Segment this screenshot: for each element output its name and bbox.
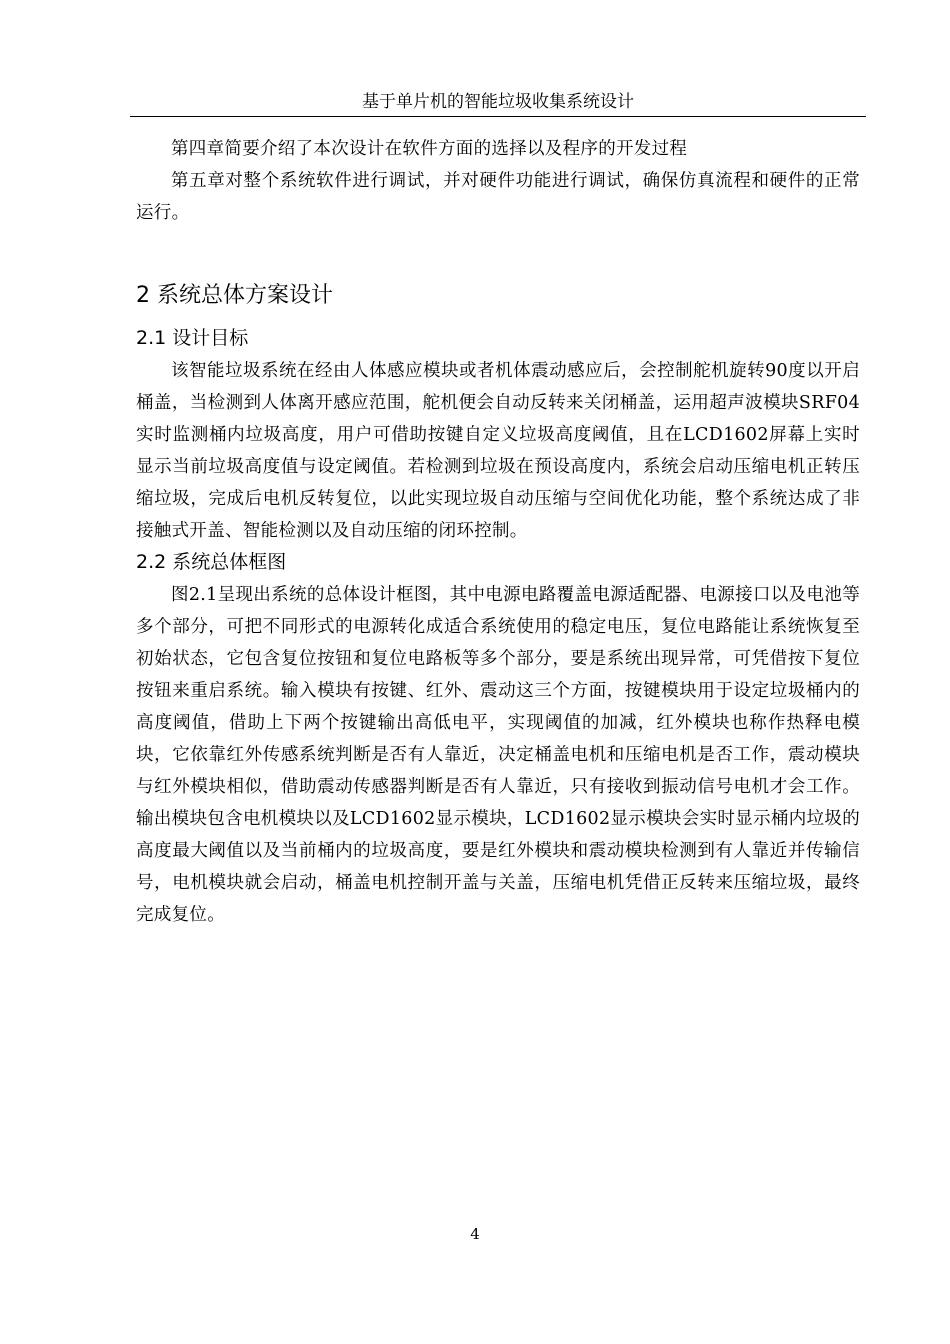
intro-paragraph-chapter-4: 第四章简要介绍了本次设计在软件方面的选择以及程序的开发过程 [171,139,688,159]
design-goal-paragraph: 该智能垃圾系统在经由人体感应模块或者机体震动感应后，会控制舵机旋转90度以开启桶盖，当检测到人体离开感应范围，舵机便会自动反转来关闭桶盖，运用超声波模块SRF04实时监测桶内垃圾高度，用户可借助按键自定义垃圾高度阈值，且在LCD1602屏幕上实时显示当前垃圾高度值与设定阈值。若检测到垃圾在预设高度内，系统会启动压缩电机正转压缩垃圾，完成后电机反转复位，以此实现垃圾自动压缩与空间优化功能，整个系统达成了非接触式开盖、智能检测以及自动压缩的闭环控制。 [136,361,860,541]
page-number: 4 [470,1225,480,1243]
intro-paragraph-chapter-5: 第五章对整个系统软件进行调试，并对硬件功能进行调试，确保仿真流程和硬件的正常运行。 [136,171,860,223]
chapter-heading: 2 系统总体方案设计 [136,283,333,308]
running-header [130,92,866,117]
page-body [136,133,860,931]
block-diagram-paragraph: 图2.1呈现出系统的总体设计框图，其中电源电路覆盖电源适配器、电源接口以及电池等多个部分，可把不同形式的电源转化成适合系统使用的稳定电压，复位电路能让系统恢复至初始状态，它包含复位按钮和复位电路板等多个部分，要是系统出现异常，可凭借按下复位按钮来重启系统。输入模块有按键、红外、震动这三个方面，按键模块用于设定垃圾桶内的高度阈值，借助上下两个按键输出高低电平，实现阈值的加减，红外模块也称作热释电模块，它依靠红外传感系统判断是否有人靠近，决定桶盖电机和压缩电机是否工作，震动模块与红外模块相似，借助震动传感器判断是否有人靠近，只有接收到振动信号电机才会工作。输出模块包含电机模块以及LCD1602显示模块，LCD1602显示模块会实时显示桶内垃圾的高度最大阈值以及当前桶内的垃圾高度，要是红外模块和震动模块检测到有人靠近并传输信号，电机模块就会启动，桶盖电机控制开盖与关盖，压缩电机凭借正反转来压缩垃圾，最终完成复位。 [136,585,860,925]
section-heading-design-goal: 2.1 设计目标 [136,327,249,349]
running-header-title: 基于单片机的智能垃圾收集系统设计 [362,92,634,112]
section-heading-block-diagram: 2.2 系统总体框图 [136,551,287,573]
